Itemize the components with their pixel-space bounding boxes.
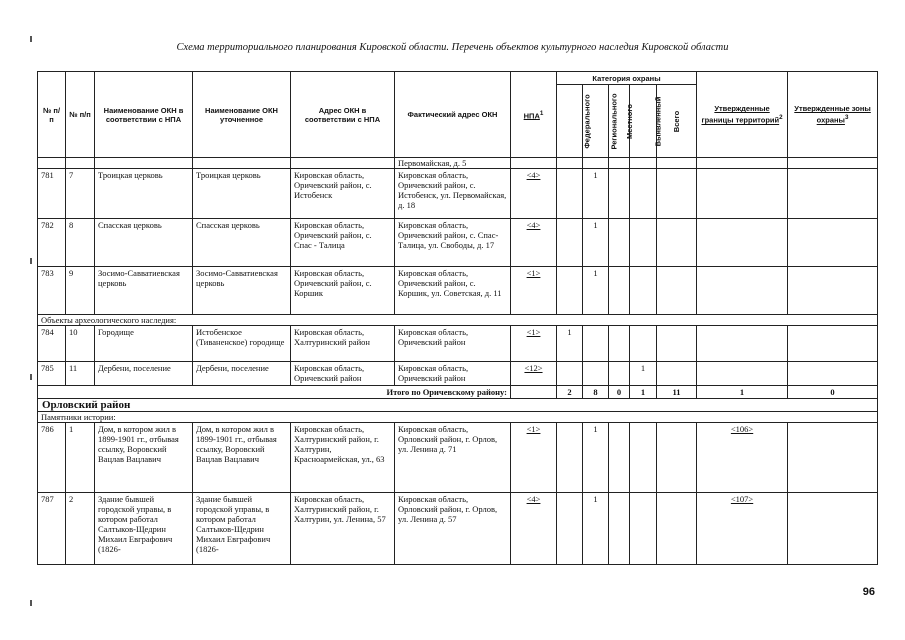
cell-local bbox=[609, 169, 630, 219]
cell-npa: <4> bbox=[511, 169, 557, 219]
cell-total bbox=[657, 219, 697, 267]
cell-regional: 1 bbox=[583, 219, 609, 267]
cell-total bbox=[657, 423, 697, 493]
section-row-history bbox=[38, 412, 878, 423]
header-cat-regional-label: Регионального bbox=[609, 92, 619, 150]
heritage-objects-table bbox=[37, 71, 878, 565]
header-name-npa: Наименование ОКН в соответствии с НПА bbox=[95, 72, 193, 158]
section-archaeology-label: Объекты археологического наследия: bbox=[38, 315, 878, 326]
table-row bbox=[38, 267, 878, 315]
cell-name-npa: Городище bbox=[95, 326, 193, 362]
header-address-npa: Адрес ОКН в соответствии с НПА bbox=[291, 72, 395, 158]
cell-n2: 8 bbox=[66, 219, 95, 267]
cell-regional bbox=[583, 362, 609, 386]
cell-name-npa: Дербени, поселение bbox=[95, 362, 193, 386]
cell-federal: 1 bbox=[557, 326, 583, 362]
table-row bbox=[38, 493, 878, 565]
cell-address-npa: Кировская область, Халтуринский район, г. Халтурин, Красноармейская, ул., 63 bbox=[291, 423, 395, 493]
district-orlov-label: Орловский район bbox=[38, 399, 878, 412]
header-cat-total-label: Всего bbox=[672, 110, 682, 132]
scan-mark bbox=[30, 258, 32, 264]
cell-total bbox=[657, 326, 697, 362]
header-boundaries-label: Утвержденные границы территорий bbox=[701, 104, 780, 125]
cell-zones bbox=[788, 169, 878, 219]
cell-federal bbox=[557, 423, 583, 493]
cell-identified bbox=[630, 267, 657, 315]
cell-boundaries bbox=[697, 326, 788, 362]
cell-regional bbox=[583, 326, 609, 362]
district-row-orlov bbox=[38, 399, 878, 412]
cell-name-precise: Дом, в котором жил в 1899-1901 гг., отбывая ссылку, Воровский Вацлав Вацлавич bbox=[193, 423, 291, 493]
cell-boundaries bbox=[697, 169, 788, 219]
cell-name-npa: Зосимо-Савватиевская церковь bbox=[95, 267, 193, 315]
cell-regional: 1 bbox=[583, 267, 609, 315]
cell-n1: 781 bbox=[38, 169, 66, 219]
cell-total bbox=[657, 267, 697, 315]
cell-identified bbox=[630, 169, 657, 219]
continuation-address: Первомайская, д. 5 bbox=[395, 158, 511, 169]
orichi-rows bbox=[38, 169, 878, 315]
table-row bbox=[38, 423, 878, 493]
header-address-actual: Фактический адрес ОКН bbox=[395, 72, 511, 158]
cell-n2: 2 bbox=[66, 493, 95, 565]
cell-n2: 1 bbox=[66, 423, 95, 493]
cell-zones bbox=[788, 326, 878, 362]
header-cat-total bbox=[657, 85, 697, 158]
cell-address-actual: Кировская область, Оричевский район, с. Спас-Талица, ул. Свободы, д. 17 bbox=[395, 219, 511, 267]
cell-total bbox=[657, 362, 697, 386]
scan-mark bbox=[30, 600, 32, 606]
cell-federal bbox=[557, 267, 583, 315]
cell-name-precise: Истобенское (Тиваненское) городище bbox=[193, 326, 291, 362]
continuation-row bbox=[38, 158, 878, 169]
cell-local bbox=[609, 326, 630, 362]
cell-address-actual: Кировская область, Орловский район, г. Орлов, ул. Ленина д. 57 bbox=[395, 493, 511, 565]
cell-boundaries bbox=[697, 267, 788, 315]
cell-identified: 1 bbox=[630, 362, 657, 386]
cell-boundaries bbox=[697, 219, 788, 267]
table-row bbox=[38, 326, 878, 362]
header-category-group: Категория охраны bbox=[557, 72, 697, 85]
header-zones bbox=[788, 72, 878, 158]
cell-address-npa: Кировская область, Халтуринский район, г. Халтурин, ул. Ленина, 57 bbox=[291, 493, 395, 565]
cell-address-actual: Кировская область, Оричевский район bbox=[395, 362, 511, 386]
cell-npa: <1> bbox=[511, 423, 557, 493]
cell-name-npa: Здание бывшей городской управы, в котором работал Салтыков-Щедрин Михаил Евграфович (1826- bbox=[95, 493, 193, 565]
cell-n1: 783 bbox=[38, 267, 66, 315]
header-zones-footnote: 3 bbox=[844, 114, 849, 122]
cell-n1: 787 bbox=[38, 493, 66, 565]
cell-identified bbox=[630, 219, 657, 267]
cell-n1: 784 bbox=[38, 326, 66, 362]
total-all: 11 bbox=[657, 386, 697, 399]
cell-npa: <1> bbox=[511, 267, 557, 315]
cell-address-npa: Кировская область, Оричевский район, с. Спас - Талица bbox=[291, 219, 395, 267]
orlov-rows bbox=[38, 423, 878, 565]
cell-name-precise: Дербени, поселение bbox=[193, 362, 291, 386]
cell-federal bbox=[557, 362, 583, 386]
section-history-label: Памятники истории: bbox=[38, 412, 878, 423]
cell-total bbox=[657, 169, 697, 219]
cell-identified bbox=[630, 326, 657, 362]
table-row bbox=[38, 362, 878, 386]
cell-npa: <12> bbox=[511, 362, 557, 386]
cell-regional: 1 bbox=[583, 493, 609, 565]
section-row-archaeology bbox=[38, 315, 878, 326]
cell-name-precise: Зосимо-Савватиевская церковь bbox=[193, 267, 291, 315]
header-row-1 bbox=[38, 72, 878, 85]
cell-zones bbox=[788, 219, 878, 267]
header-num1: № п/п bbox=[38, 72, 66, 158]
cell-n1: 785 bbox=[38, 362, 66, 386]
cell-zones bbox=[788, 267, 878, 315]
cell-zones bbox=[788, 423, 878, 493]
page-number: 96 bbox=[862, 586, 875, 598]
cell-address-npa: Кировская область, Оричевский район bbox=[291, 362, 395, 386]
cell-name-npa: Спасская церковь bbox=[95, 219, 193, 267]
cell-boundaries: <106> bbox=[697, 423, 788, 493]
cell-name-precise: Здание бывшей городской управы, в котором работал Салтыков-Щедрин Михаил Евграфович (1826- bbox=[193, 493, 291, 565]
header-num2: № п/п bbox=[66, 72, 95, 158]
cell-address-actual: Кировская область, Оричевский район, с. Коршик, ул. Советская, д. 11 bbox=[395, 267, 511, 315]
cell-local bbox=[609, 219, 630, 267]
table-row bbox=[38, 169, 878, 219]
total-row-orichi bbox=[38, 386, 878, 399]
cell-federal bbox=[557, 219, 583, 267]
scan-mark bbox=[30, 374, 32, 380]
cell-npa: <4> bbox=[511, 219, 557, 267]
cell-address-npa: Кировская область, Оричевский район, с. Истобенск bbox=[291, 169, 395, 219]
cell-address-npa: Кировская область, Халтуринский район bbox=[291, 326, 395, 362]
total-identified: 1 bbox=[630, 386, 657, 399]
cell-local bbox=[609, 267, 630, 315]
header-cat-federal-label: Федерального bbox=[582, 93, 592, 149]
cell-local bbox=[609, 493, 630, 565]
cell-npa: <1> bbox=[511, 326, 557, 362]
cell-n2: 10 bbox=[66, 326, 95, 362]
cell-boundaries: <107> bbox=[697, 493, 788, 565]
cell-n1: 782 bbox=[38, 219, 66, 267]
cell-name-precise: Троицкая церковь bbox=[193, 169, 291, 219]
header-boundaries-footnote: 2 bbox=[779, 114, 783, 122]
total-local: 0 bbox=[609, 386, 630, 399]
cell-npa: <4> bbox=[511, 493, 557, 565]
cell-address-actual: Кировская область, Оричевский район, с. Истобенск, ул. Первомайская, д. 18 bbox=[395, 169, 511, 219]
cell-address-actual: Кировская область, Оричевский район bbox=[395, 326, 511, 362]
page-title: Схема территориального планирования Кировской области. Перечень объектов культурного наследия Кировской области bbox=[176, 42, 729, 53]
header-zones-label: Утвержденные зоны охраны bbox=[794, 104, 871, 125]
cell-total bbox=[657, 493, 697, 565]
total-regional: 8 bbox=[583, 386, 609, 399]
header-cat-local-label: Местного bbox=[624, 103, 634, 139]
cell-n2: 11 bbox=[66, 362, 95, 386]
cell-n2: 7 bbox=[66, 169, 95, 219]
header-npa bbox=[511, 72, 557, 158]
cell-name-precise: Спасская церковь bbox=[193, 219, 291, 267]
cell-zones bbox=[788, 493, 878, 565]
header-npa-label: НПА bbox=[523, 111, 540, 121]
cell-name-npa: Дом, в котором жил в 1899-1901 гг., отбывая ссылку, Воровский Вацлав Вацлавич bbox=[95, 423, 193, 493]
cell-zones bbox=[788, 362, 878, 386]
cell-n1: 786 bbox=[38, 423, 66, 493]
cell-boundaries bbox=[697, 362, 788, 386]
header-name-precise: Наименование ОКН уточненное bbox=[193, 72, 291, 158]
cell-federal bbox=[557, 169, 583, 219]
cell-local bbox=[609, 423, 630, 493]
cell-regional: 1 bbox=[583, 423, 609, 493]
archaeology-rows bbox=[38, 326, 878, 386]
total-zones: 0 bbox=[788, 386, 878, 399]
cell-address-npa: Кировская область, Оричевский район, с. Коршик bbox=[291, 267, 395, 315]
total-boundaries: 1 bbox=[697, 386, 788, 399]
header-boundaries bbox=[697, 72, 788, 158]
header-cat-identified-label: Выявленный bbox=[653, 96, 663, 146]
cell-regional: 1 bbox=[583, 169, 609, 219]
total-label: Итого по Оричевскому району: bbox=[38, 386, 511, 399]
cell-federal bbox=[557, 493, 583, 565]
header-cat-federal bbox=[557, 85, 592, 158]
table-row bbox=[38, 219, 878, 267]
cell-identified bbox=[630, 493, 657, 565]
cell-name-npa: Троицкая церковь bbox=[95, 169, 193, 219]
scan-mark bbox=[30, 36, 32, 42]
cell-address-actual: Кировская область, Орловский район, г. Орлов, ул. Ленина д. 71 bbox=[395, 423, 511, 493]
header-npa-footnote: 1 bbox=[539, 109, 544, 117]
total-federal: 2 bbox=[557, 386, 583, 399]
cell-identified bbox=[630, 423, 657, 493]
cell-n2: 9 bbox=[66, 267, 95, 315]
cell-local bbox=[609, 362, 630, 386]
